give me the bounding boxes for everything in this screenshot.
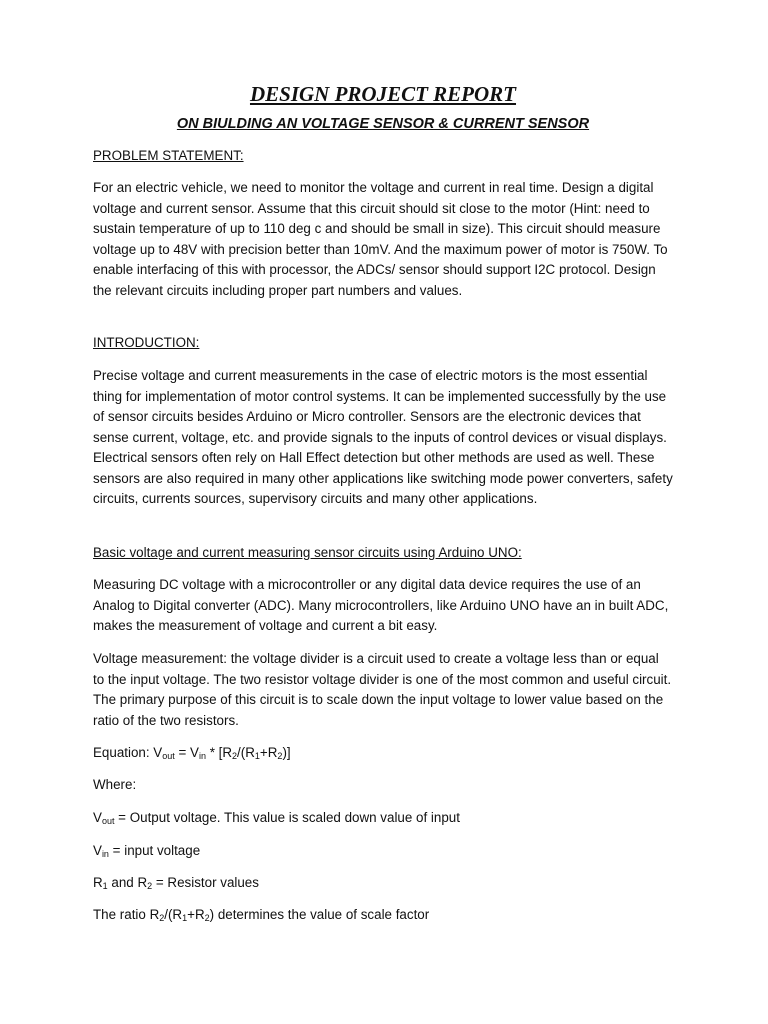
arduino-heading: Basic voltage and current measuring sensor circuits using Arduino UNO: <box>93 545 522 560</box>
ratio-line: The ratio $R_2/(R_1+R_2)$ determines the value of scale factor <box>93 907 430 923</box>
voltage-paragraph: Voltage measurement: the voltage divider is a circuit used to create a voltage less than or equal to the input voltage. The two resistor voltage divider is one of the most common and useful circuit. The primary purpose of this circuit is to scale down the input voltage to lower value based on the ratio of the two resistors. <box>93 651 672 728</box>
problem-heading: PROBLEM STATEMENT: <box>93 148 244 163</box>
intro-heading: INTRODUCTION: <box>93 335 200 350</box>
report-title: DESIGN PROJECT REPORT <box>249 82 517 106</box>
def-vout: $V_{out}$ = Output voltage. This value is scaled down value of input <box>93 810 460 826</box>
intro-paragraph: Precise voltage and current measurements in the case of electric motors is the most essential thing for implementation of motor control systems. It can be implemented successfully by the use of sensor circuits besides Arduino or Micro controller. Sensors are the electronic devices that sense current, voltage, etc. and provide signals to the inputs of control devices or visual displays. Electrical sensors often rely on Hall Effect detection but other methods are used as well. These sensors are also required in many other applications like switching mode power converters, safety circuits, currents sources, supervisory circuits and many other applications. <box>93 368 673 506</box>
def-resistors: $R_1$ and $R_2$ = Resistor values <box>93 875 259 891</box>
problem-paragraph: For an electric vehicle, we need to monitor the voltage and current in real time. Design a digital voltage and current sensor. Assume that this circuit should sit close to the motor (Hint: need to sustain temperature of up to 110 deg c and should be small in size). This circuit should measure voltage up to 48V with precision better than 10mV. And the maximum power of motor is 750W. To enable interfacing of this with processor, the ADCs/ sensor should support I2C protocol. Design the relevant circuits including proper part numbers and values. <box>93 180 668 298</box>
report-subtitle: ON BIULDING AN VOLTAGE SENSOR & CURRENT SENSOR <box>176 116 590 132</box>
adc-paragraph: Measuring DC voltage with a microcontroller or any digital data device requires the use of an Analog to Digital converter (ADC). Many microcontrollers, like Arduino UNO have an in built ADC, makes the measurement of voltage and current a bit easy. <box>93 577 669 633</box>
equation-line: Equation: $V_{out} = V_{in} * [R_2/(R_1+R_2)]$ <box>93 745 291 761</box>
where-label: Where: <box>93 777 137 792</box>
def-vin: $V_{in}$ = input voltage <box>93 843 201 859</box>
